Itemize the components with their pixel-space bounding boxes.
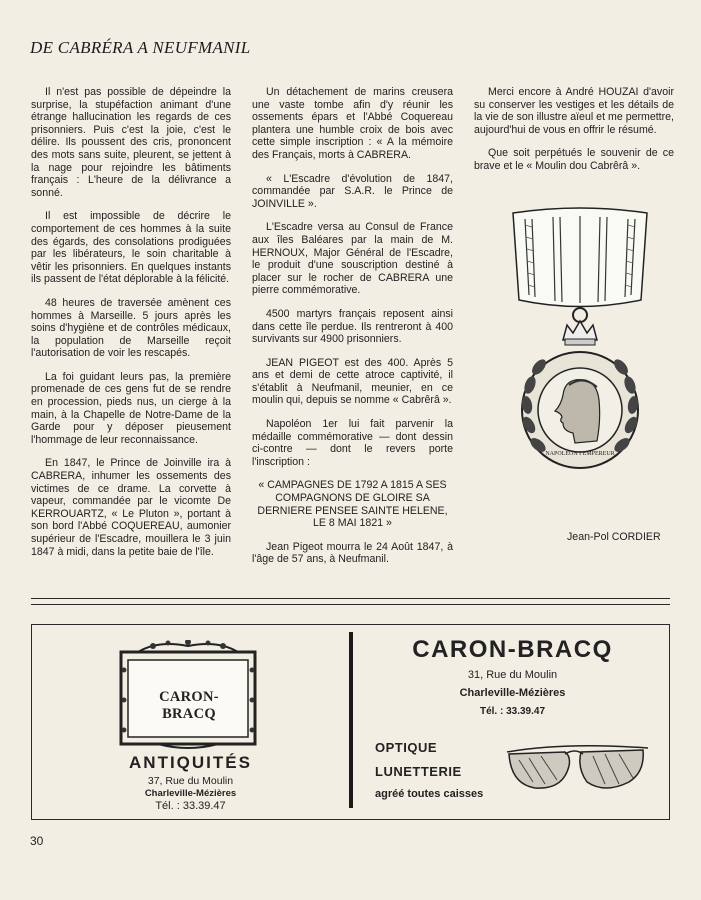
paragraph: Merci encore à André HOUZAI d'avoir su conserver les vestiges et les détails de la vie de son illustre aïeul et me permettre, aujourd'hui de vous en offrir le résumé.	[474, 86, 674, 136]
paragraph: Napoléon 1er lui fait parvenir la médaille commémorative — dont dessin ci-contre — dont le revers porte l'inscription :	[252, 418, 453, 468]
optique-phone: Tél. : 33.39.47	[479, 706, 546, 717]
paragraph: Un détachement de marins creusera une vaste tombe afin d'y réunir les ossements épars et l'Abbé Coquereau plantera une humble croix de bois avec cette simple inscription : « A la mémoire des Français, morts à CABRERA.	[252, 86, 453, 161]
antiques-title: ANTIQUITÉS	[129, 753, 252, 772]
article-column-3	[474, 86, 674, 184]
paragraph: JEAN PIGEOT est des 400. Après 5 ans et demi de cette atroce captivité, il s'établit à Neufmanil, meunier, en ce moulin qui, depuis se nomme « Cabrêrâ ».	[252, 356, 453, 407]
medal-legend-text: NAPOLEON I EMPEREUR	[545, 451, 615, 457]
advertisement-divider	[349, 632, 353, 808]
paragraph: Il n'est pas possible de dépeindre la surprise, la stupéfaction animant d'une étrange hallucination les regards de ces prisonniers. Puis c'est la joie, c'est le délire. Ils poussent des cris, prononcent des mots sans suite, pleurent, se jettent à la nage pour rejoindre les bâtiments français : L'heure de la délivrance a sonné.	[31, 86, 231, 199]
agree-caisses-line: agréé toutes caisses	[375, 788, 484, 800]
antiques-phone: Tél. : 33.39.47	[155, 800, 226, 812]
paragraph: « L'Escadre d'évolution de 1847, commandée par S.A.R. le Prince de JOINVILLE ».	[252, 172, 453, 210]
paragraph: Jean Pigeot mourra le 24 Août 1847, à l'âge de 57 ans, à Neufmanil.	[252, 540, 453, 566]
page-number: 30	[30, 834, 44, 848]
optique-line: OPTIQUE	[375, 740, 438, 755]
optique-city: Charleville-Mézières	[459, 687, 566, 699]
sunglasses-illustration	[505, 738, 650, 798]
optique-shop-name: CARON-BRACQ	[412, 636, 613, 663]
separator-rule-top	[31, 598, 670, 599]
paragraph: Que soit perpétués le souvenir de ce brave et le « Moulin dou Cabrêrâ ».	[474, 147, 674, 172]
lunetterie-line: LUNETTERIE	[375, 764, 462, 779]
medal-inscription-quote: « CAMPAGNES DE 1792 A 1815 A SES COMPAGNONS DE GLOIRE SA DERNIERE PENSEE SAINTE HELENE, LE 8 MAI 1821 »	[257, 479, 448, 530]
separator-rule-bottom	[31, 604, 670, 605]
antiques-shop-name: CARON-BRACQ	[159, 689, 219, 722]
paragraph: La foi guidant leurs pas, la première promenade de ces gens fut de se rendre en procession, pieds nus, un cierge à la main, à la Chapelle de Notre-Dame de la Garde pour y déposer pieusement l'hommage de leur reconnaissance.	[31, 370, 231, 446]
paragraph: L'Escadre versa au Consul de France aux îles Baléares par la main de M. HERNOUX, Major Général de l'Escadre, le produit d'une souscription destiné à placer sur le rocher de CABRERA une pierre commémorative.	[252, 221, 453, 297]
paragraph: 48 heures de traversée amènent ces hommes à Marseille. 5 jours après les soins d'hygiène et de contrôles médicaux, la population de Marseille reçoit l'autorisation de voir les rescapés.	[31, 296, 231, 360]
running-title: DE CABRÉRA A NEUFMANIL	[30, 38, 251, 57]
paragraph: En 1847, le Prince de Joinville ira à CABRERA, inhumer les ossements des victimes de ce drame. La corvette à vapeur, commandée par le vicomte De KERROUARTZ, « Le Pluton », portant à son bord l'Abbé COQUEREAU, aumonier supérieur de l'Escadre, mouillera le 3 juin 1847 à midi, dans la petite baie de l'île.	[31, 457, 231, 558]
illustration-credit: Jean-Pol CORDIER	[567, 531, 661, 543]
optique-address: 31, Rue du Moulin	[467, 669, 558, 681]
antiques-address: 37, Rue du Moulin	[147, 775, 234, 787]
saint-helena-medal-illustration	[505, 205, 655, 495]
paragraph: Il est impossible de décrire le comportement de ces hommes à la suite des égards, des consolations prodiguées par les libérateurs, le soin charitable à vêtir les prisonniers. En quelques instants ils passent de l'état déplorable à la félicité.	[31, 210, 231, 286]
paragraph: 4500 martyrs français reposent ainsi dans cette île perdue. Ils rentreront à 400 survivants sur 4900 prisonniers.	[252, 307, 453, 346]
article-column-1	[31, 86, 231, 569]
antiques-city: Charleville-Mézières	[144, 788, 237, 799]
article-column-2	[252, 86, 453, 577]
